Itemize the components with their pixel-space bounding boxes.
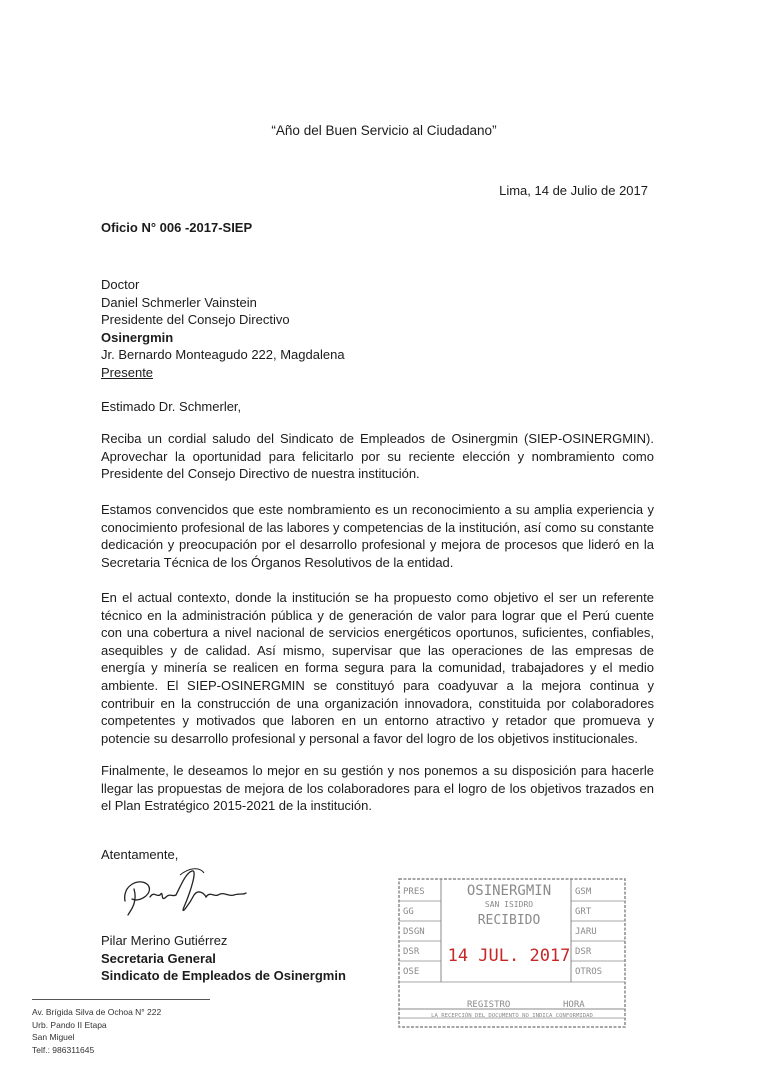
recipient-title: Doctor [101, 277, 140, 292]
stamp-right-label: DSR [575, 947, 592, 957]
recipient-position: Presidente del Consejo Directivo [101, 312, 290, 328]
footer-address [32, 1006, 161, 1056]
recipient-presente: Presente [101, 364, 154, 380]
footer-divider [32, 999, 210, 1000]
stamp-hora: HORA [563, 1000, 585, 1010]
letter-reference: Oficio N° 006 -2017-SIEP [101, 220, 253, 235]
stamp-left-label: GG [403, 907, 414, 917]
stamp-left-label: DSR [403, 947, 420, 957]
paragraph: En el actual contexto, donde la institución se ha propuesto como objetivo el ser un referente técnico en la administración pública y de generación de valor para lograr que el Perú cuente con una cobertura a nivel nacional de servicios energéticos oportunos, suficientes, confiables, asequibles y de calidad. Así mismo, supervisar que las operaciones de las empresas de energía y minería se realicen en forma segura para la comunidad, trabajadores y el medio ambiente. El SIEP-OSINERGMIN se constituyó para coadyuvar a la mejora continua y contribuir en la construcción de una organización innovadora, constituida por colaboradores competentes y motivados que laboren en un entorno atractivo y retador que promueva y potencie su desarrollo profesional y personal a favor del logro de los objetivos institucionales. [101, 590, 654, 746]
stamp-registro: REGISTRO [467, 1000, 511, 1010]
recipient-name: Daniel Schmerler Vainstein [101, 294, 257, 310]
stamp-sub: SAN ISIDRO [484, 900, 534, 909]
stamp-date: 14 JUL. 2017 [447, 946, 571, 966]
letter-date: Lima, 14 de Julio de 2017 [499, 183, 648, 198]
recipient-block [101, 276, 345, 382]
footer-line: Av. Brígida Silva de Ochoa N° 222 [32, 1007, 162, 1017]
signatory-org: Sindicato de Empleados de Osinergmin [101, 968, 346, 984]
paragraph: Finalmente, le deseamos lo mejor en su gestión y nos ponemos a su disposición para hacerle llegar las propuestas de mejora de los colaboradores para el logro de los objetivos trazados en el Plan Estratégico 2015-2021 de la institución. [101, 763, 654, 814]
paragraph: Estamos convencidos que este nombramiento es un reconocimiento a su amplia experiencia y conocimiento profesional de las labores y competencias de la institución, así como su constante dedicación y preocupación por el desarrollo profesional y mejora de procesos que lideró en la Secretaria Técnica de los Órganos Resolutivos de la entidad. [101, 502, 654, 570]
signatory-block [101, 932, 346, 985]
signatory-role: Secretaria General [101, 950, 216, 966]
stamp-note: LA RECEPCIÓN DEL DOCUMENTO NO INDICA CONFORMIDAD [431, 1013, 593, 1019]
footer-line: Telf.: 986311645 [32, 1044, 95, 1055]
handwritten-signature [120, 863, 250, 923]
stamp-received: RECIBIDO [477, 913, 541, 928]
stamp-left-label: OSE [403, 967, 420, 977]
stamp-left-label: PRES [403, 887, 425, 897]
stamp-right-label: OTROS [575, 967, 603, 977]
recipient-address: Jr. Bernardo Monteagudo 222, Magdalena [101, 347, 345, 363]
letter-motto: “Año del Buen Servicio al Ciudadano” [271, 123, 497, 138]
stamp-right-label: GSM [575, 887, 592, 897]
stamp-org: OSINERGMIN [466, 883, 552, 899]
stamp-right-label: GRT [575, 907, 592, 917]
letter-closing: Atentamente, [101, 847, 179, 862]
signatory-name: Pilar Merino Gutiérrez [101, 933, 228, 948]
reception-stamp [397, 877, 627, 1029]
letter-greeting: Estimado Dr. Schmerler, [101, 399, 242, 414]
recipient-organization: Osinergmin [101, 329, 174, 345]
stamp-right-label: JARU [575, 927, 597, 937]
footer-line: San Miguel [32, 1032, 75, 1042]
stamp-left-label: DSGN [403, 927, 425, 937]
footer-line: Urb. Pando II Etapa [32, 1019, 107, 1030]
paragraph: Reciba un cordial saludo del Sindicato de Empleados de Osinergmin (SIEP-OSINERGMIN). Aprovechar la oportunidad para felicitarlo por su reciente elección y nombramiento como Presidente del Consejo Directivo de nuestra institución. [101, 431, 654, 482]
